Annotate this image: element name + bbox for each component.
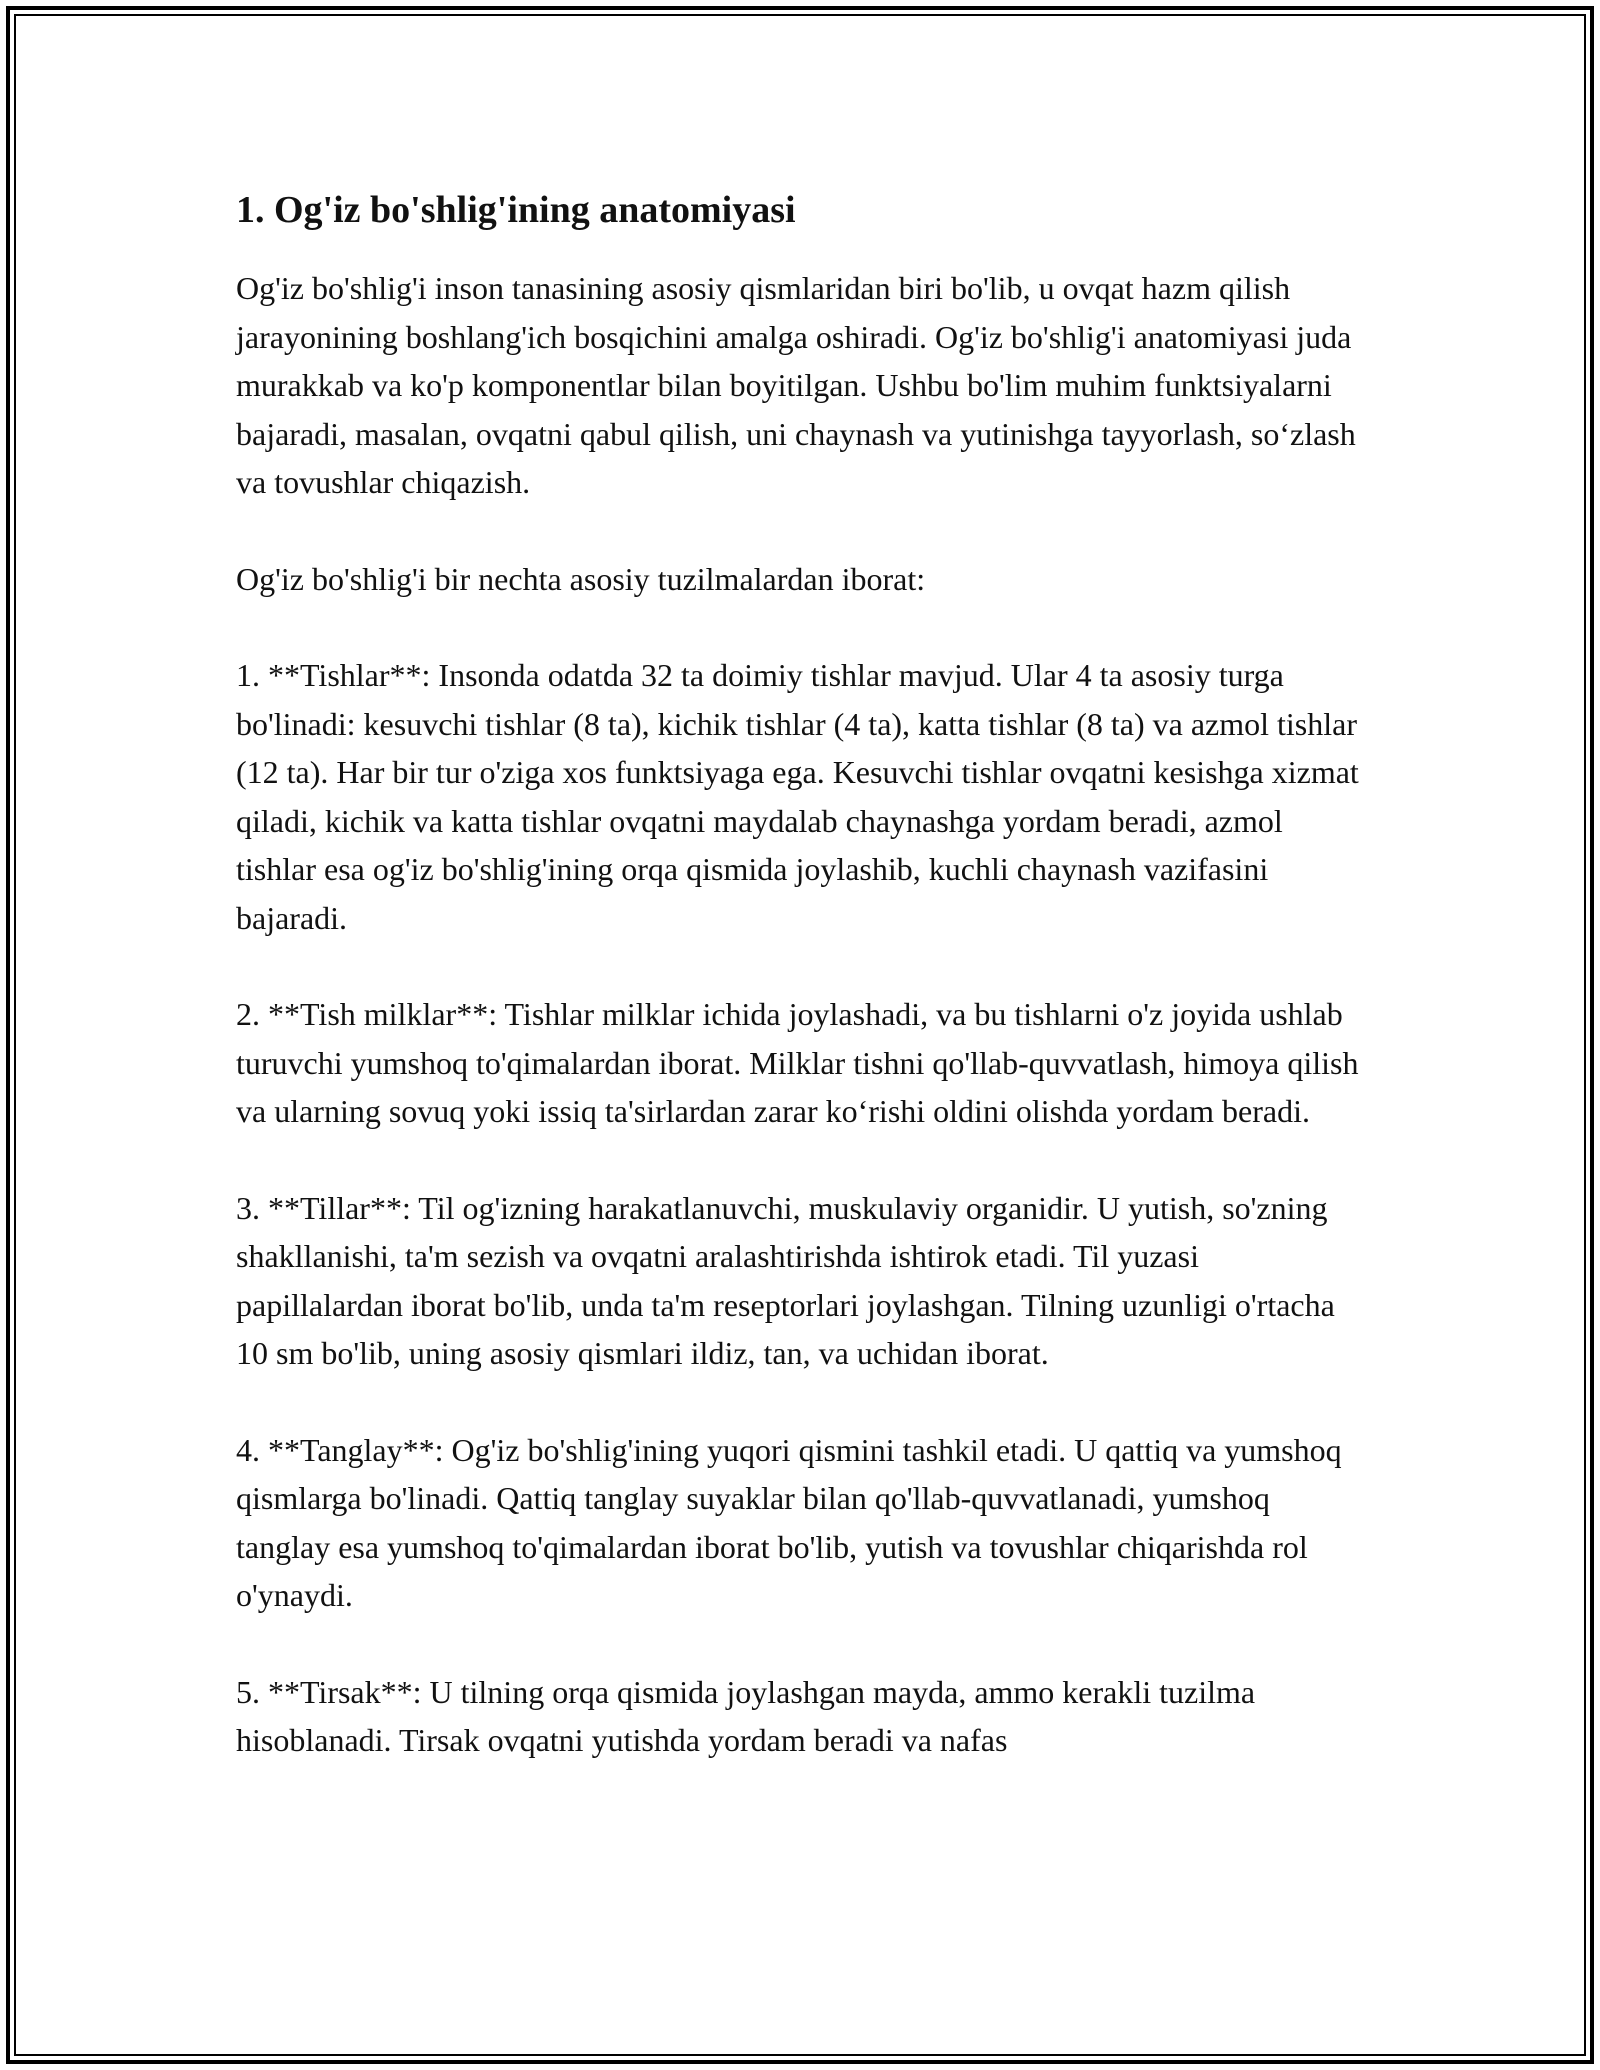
paragraph-palate: 4. **Tanglay**: Og'iz bo'shlig'ining yuqori qismini tashkil etadi. U qattiq va yumshoq qismlarga bo'linadi. Qattiq tanglay suyaklar bilan qo'llab-quvvatlanadi, yumshoq tanglay esa yumshoq to'qimalardan iborat bo'lib, yutish va tovushlar chiqarishda rol o'ynaydi. — [236, 1431, 1342, 1613]
paragraph-structures-intro: Og'iz bo'shlig'i bir nechta asosiy tuzilmalardan iborat: — [236, 560, 926, 597]
document-body — [236, 186, 1364, 1813]
paragraph-teeth: 1. **Tishlar**: Insonda odatda 32 ta doimiy tishlar mavjud. Ular 4 ta asosiy turga bo'linadi: kesuvchi tishlar (8 ta), kichik tishlar (4 ta), katta tishlar (8 ta) va azmol tishlar (12 ta). Har bir tur o'ziga xos funktsiyaga ega. Kesuvchi tishlar ovqatni kesishga xizmat qiladi, kichik va katta tishlar ovqatni maydalab chaynashga yordam beradi, azmol tishlar esa og'iz bo'shlig'ining orqa qismida joylashib, kuchli chaynash vazifasini bajaradi. — [236, 657, 1359, 936]
paragraph-tongue: 3. **Tillar**: Til og'izning harakatlanuvchi, muskulaviy organidir. U yutish, so'zning shakllanishi, ta'm sezish va ovqatni aralashtirishda ishtirok etadi. Til yuzasi papillalardan iborat bo'lib, unda ta'm reseptorlari joylashgan. Tilning uzunligi o'rtacha 10 sm bo'lib, uning asosiy qismlari ildiz, tan, va uchidan iborat. — [236, 1189, 1335, 1371]
paragraph-intro: Og'iz bo'shlig'i inson tanasining asosiy qismlaridan biri bo'lib, u ovqat hazm qilish jarayonining boshlang'ich bosqichini amalga oshiradi. Og'iz bo'shlig'i anatomiyasi juda murakkab va ko'p komponentlar bilan boyitilgan. Ushbu bo'lim muhim funktsiyalarni bajaradi, masalan, ovqatni qabul qilish, uni chaynash va yutinishga tayyorlash, so‘zlash va tovushlar chiqazish. — [236, 270, 1356, 500]
paragraph-uvula: 5. **Tirsak**: U tilning orqa qismida joylashgan mayda, ammo kerakli tuzilma hisoblanadi. Tirsak ovqatni yutishda yordam beradi va nafas — [236, 1673, 1256, 1758]
section-heading: 1. Og'iz bo'shlig'ining anatomiyasi — [236, 189, 796, 231]
paragraph-gums: 2. **Tish milklar**: Tishlar milklar ichida joylashadi, va bu tishlarni o'z joyida ushlab turuvchi yumshoq to'qimalardan iborat. Milklar tishni qo'llab-quvvatlash, himoya qilish va ularning sovuq yoki issiq ta'sirlardan zarar ko‘rishi oldini olishda yordam beradi. — [236, 996, 1359, 1129]
